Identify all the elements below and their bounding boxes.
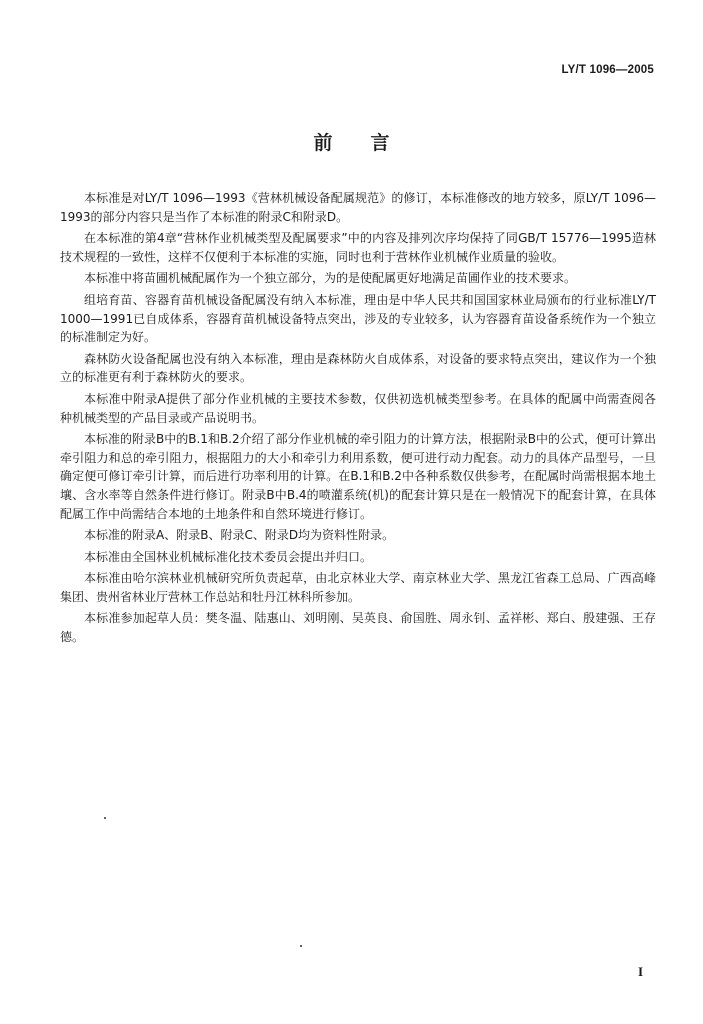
page-title: 前言	[313, 132, 428, 154]
page-number: I	[637, 964, 643, 979]
paragraph: 本标准的附录A、附录B、附录C、附录D均为资料性附录。	[84, 528, 395, 543]
paragraph: 本标准的附录B中的B.1和B.2介绍了部分作业机械的牵引阻力的计算方法，根据附录B中的公式，便可计算出牵引阻力和总的牵引阻力，根据阻力的大小和牵引力利用系数，便可进行动力配套。动力的具体产品型号，一旦确定便可修订牵引计算，而后进行功率利用的计算。在B.1和B.2中各种系数仅供参考，在配属时尚需根据本地土壤、含水率等自然条件进行修订。附录B中B.4的喷灌系统(机)的配套计算只是在一般情况下的配套计算，在具体配属工作中尚需结合本地的土地条件和自然环境进行修订。	[60, 432, 656, 521]
standard-code: LY/T 1096—2005	[561, 64, 654, 76]
foreword-body	[60, 189, 656, 650]
paragraph: 本标准由哈尔滨林业机械研究所负责起草，由北京林业大学、南京林业大学、黑龙江省森工总局、广西高峰集团、贵州省林业厅营林工作总站和牡丹江林科所参加。	[60, 571, 656, 604]
paragraph: 森林防火设备配属也没有纳入本标准，理由是森林防火自成体系，对设备的要求特点突出，建议作为一个独立的标准更有利于森林防火的要求。	[60, 351, 656, 385]
paragraph: 组培育苗、容器育苗机械设备配属没有纳入本标准，理由是中华人民共和国国家林业局颁布的行业标准LY/T 1000—1991已自成体系，容器育苗机械设备特点突出，涉及的专业较多，认为容器育苗设备系统作为一个独立的标准制定为好。	[60, 292, 656, 345]
paragraph: 本标准是对LY/T 1096—1993《营林机械设备配属规范》的修订，本标准修改的地方较多，原LY/T 1096—1993的部分内容只是当作了本标准的附录C和附录D。	[60, 191, 656, 224]
scan-speck	[104, 817, 106, 819]
paragraph: 本标准中附录A提供了部分作业机械的主要技术参数，仅供初选机械类型参考。在具体的配属中尚需查阅各种机械类型的产品目录或产品说明书。	[60, 391, 656, 425]
paragraph: 本标准中将苗圃机械配属作为一个独立部分，为的是使配属更好地满足苗圃作业的技术要求。	[84, 271, 577, 286]
scan-speck	[300, 945, 302, 947]
paragraph: 在本标准的第4章“营林作业机械类型及配属要求”中的内容及排列次序均保持了同GB/T 15776—1995造林技术规程的一致性，这样不仅便利于本标准的实施，同时也利于营林作业机械作业质量的验收。	[60, 231, 656, 264]
paragraph: 本标准参加起草人员：樊冬温、陆惠山、刘明刚、吴英良、俞国胜、周永钊、孟祥彬、郑白、殷建强、王存德。	[60, 611, 656, 645]
paragraph: 本标准由全国林业机械标准化技术委员会提出并归口。	[84, 549, 373, 564]
